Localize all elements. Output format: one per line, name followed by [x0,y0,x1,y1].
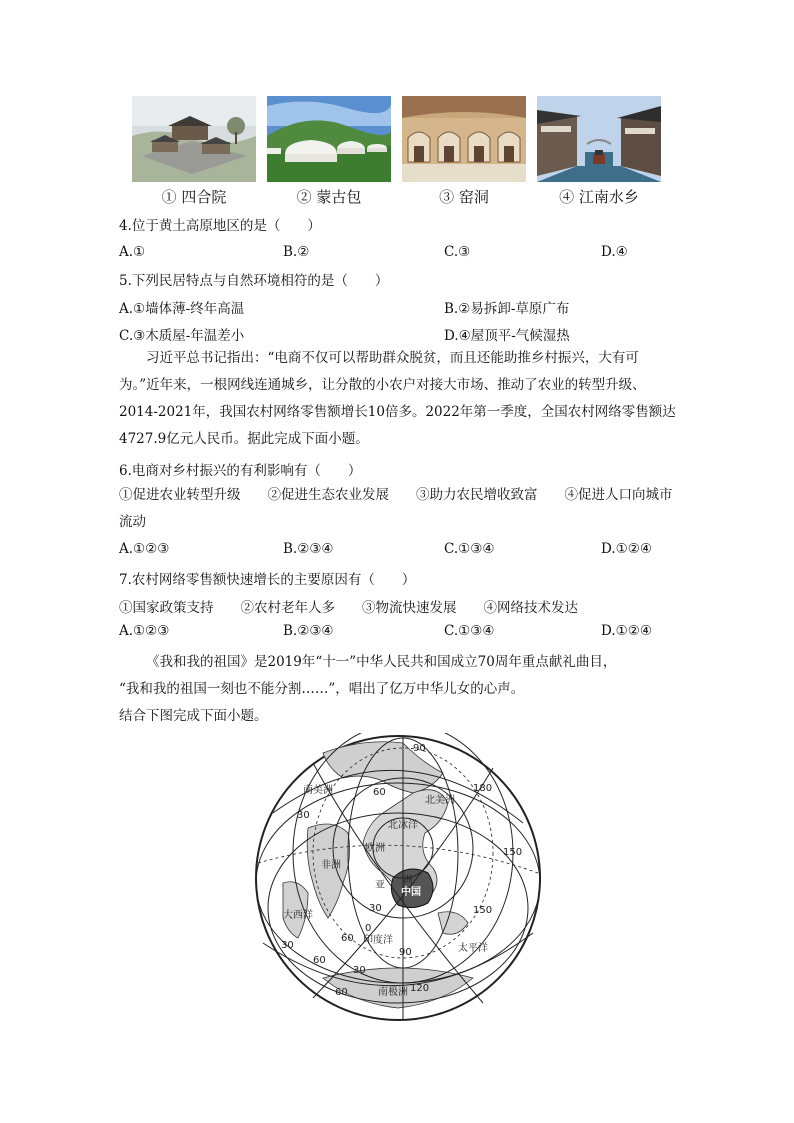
q4-stem: 4.位于黄土高原地区的是（ ） [119,218,321,234]
degree-label: 90 [413,743,426,754]
degree-label: 60 [313,955,326,966]
q7-statements: ①国家政策支持 ②农村老年人多 ③物流快速发展 ④网络技术发达 [119,600,578,616]
q6-statements-text: ①促进农业转型升级 ②促进生态农业发展 ③助力农民增收致富 ④促进人口向城市流动 [119,487,673,530]
q7-option-d[interactable]: D.①②④ [601,623,652,639]
degree-label: 150 [503,847,523,858]
label-europe: 欧洲 [365,843,385,854]
q6-option-c[interactable]: C.①③④ [444,541,495,557]
label-asia-1: 亚 [375,880,385,891]
photo-caption-4: ④ 江南水乡 [559,188,639,206]
q5-option-a[interactable]: A.①墙体薄-终年高温 [119,301,245,317]
q6-option-b[interactable]: B.②③④ [283,541,334,557]
q5-option-d[interactable]: D.④屋顶平-气候湿热 [444,328,570,344]
globe-map [253,733,543,1023]
degree-label: 60 [335,987,348,998]
label-north-america: 北美洲 [425,795,455,806]
q7-stem: 7.农村网络零售额快速增长的主要原因有（ ） [119,572,416,588]
q5-stem: 5.下列民居特点与自然环境相符的是（ ） [119,273,389,289]
song-passage-line3: 结合下图完成下面小题。 [119,708,268,724]
degree-label: 60 [373,787,386,798]
degree-label: 30 [353,965,366,976]
label-indian-ocean: 印度洋 [363,935,393,946]
q7-option-a[interactable]: A.①②③ [119,623,170,639]
q6-option-a[interactable]: A.①②③ [119,541,170,557]
label-arctic: 北冰洋 [388,820,418,831]
degree-label: 30 [369,903,382,914]
degree-label: 60 [341,933,354,944]
water-town-image [537,96,661,182]
q4-option-a[interactable]: A.① [119,244,146,260]
label-africa: 非洲 [321,860,341,871]
degree-label: 0 [365,923,372,934]
q6-option-d[interactable]: D.①②④ [601,541,652,557]
label-south-america: 南美洲 [303,785,333,796]
photo-caption-1: ① 四合院 [161,188,227,206]
label-pacific: 太平洋 [458,943,488,954]
q6-stem: 6.电商对乡村振兴的有利影响有（ ） [119,463,362,479]
q7-option-b[interactable]: B.②③④ [283,623,334,639]
label-antarctica: 南极洲 [378,987,408,998]
label-atlantic: 大西洋 [283,910,313,921]
yurt-image [267,96,391,182]
degree-label: 90 [399,947,412,958]
globe-svg [253,733,543,1023]
photo-caption-2: ② 蒙古包 [296,188,362,206]
courtyard-house-image [132,96,256,182]
label-china: 中国 [401,887,421,898]
q6-statements [119,482,679,536]
degree-label: 30 [297,810,310,821]
q4-option-c[interactable]: C.③ [444,244,471,260]
q4-option-d[interactable]: D.④ [601,244,628,260]
label-asia-2: 洲 [403,875,413,886]
song-passage-line2: “我和我的祖国一刻也不能分割……”，唱出了亿万中华儿女的心声。 [119,681,525,697]
q7-option-c[interactable]: C.①③④ [444,623,495,639]
photo-caption-3: ③ 窑洞 [439,188,489,206]
dwelling-photos [132,96,662,206]
cave-dwelling-image [402,96,526,182]
degree-label: 180 [473,783,493,794]
degree-label: 150 [473,905,493,916]
q4-option-b[interactable]: B.② [283,244,310,260]
q5-option-b[interactable]: B.②易拆卸-草原广布 [444,301,570,317]
song-passage-line1: 《我和我的祖国》是2019年“十一”中华人民共和国成立70周年重点献礼曲目， [146,654,617,670]
degree-label: 30 [281,940,294,951]
ecommerce-passage [119,345,679,453]
q5-option-c[interactable]: C.③木质屋-年温差小 [119,328,245,344]
ecommerce-passage-text: 习近平总书记指出：“电商不仅可以帮助群众脱贫，而且还能助推乡村振兴，大有可为。”近年来，一根网线连通城乡，让分散的小农户对接大市场、推动了农业的转型升级、2014-2021年，我国农村网络零售额增长10倍多。2022年第一季度，全国农村网络零售额达4727.9亿元人民币。据此完成下面小题。 [119,350,676,447]
degree-label: 120 [410,983,430,994]
